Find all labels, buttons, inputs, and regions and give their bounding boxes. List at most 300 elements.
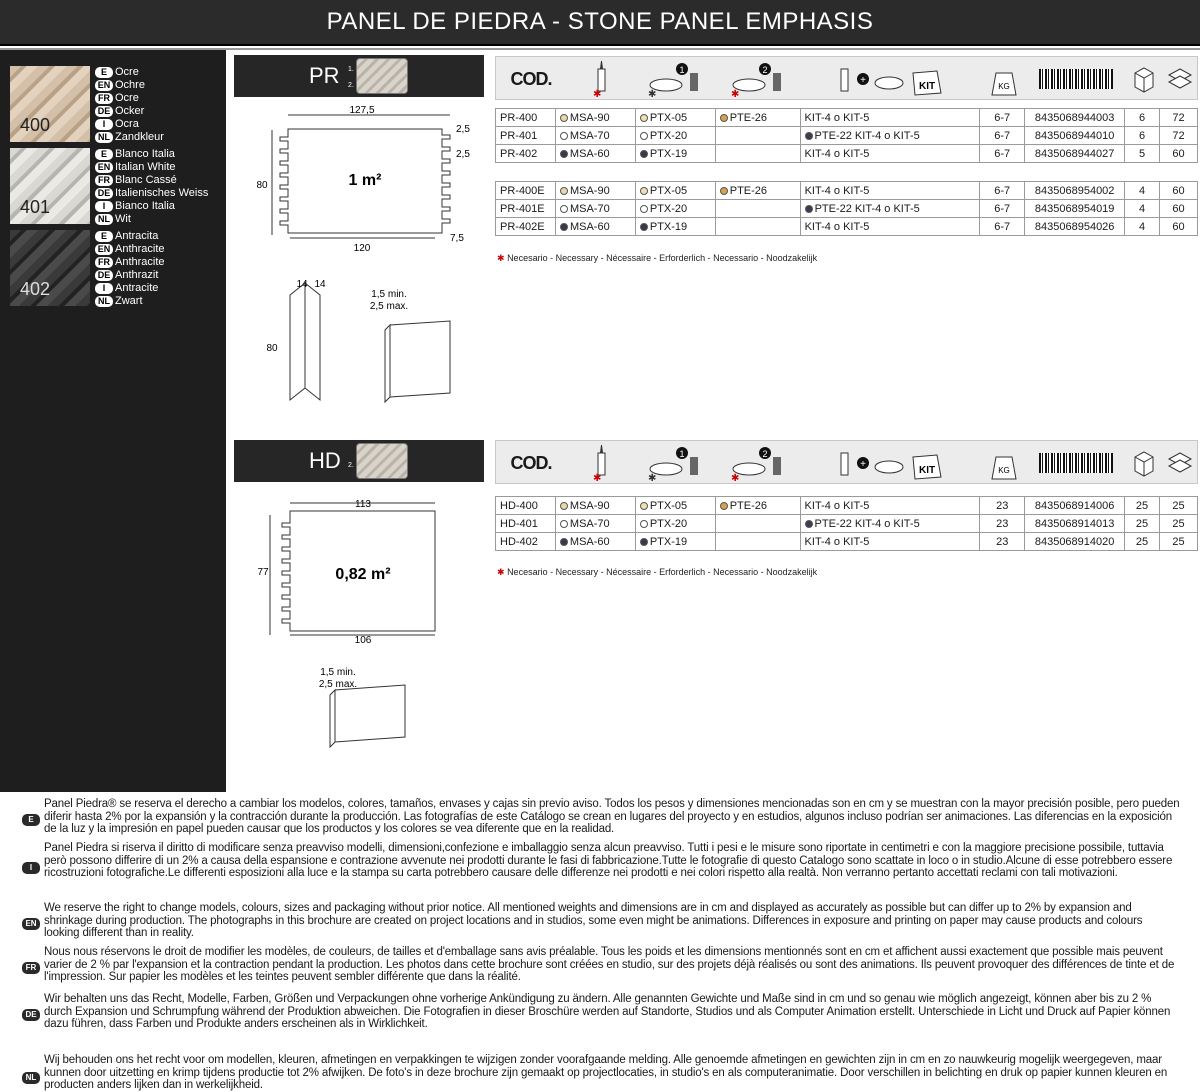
disclaimer-paragraph: Nous nous réservons le droit de modifier les modèles, de couleurs, de tailles et d'emballage sans avis préalable. Tous les poids et les dimensions mentionnés sont en cm et affichent aussi exactement que possible mais peuvent varier de 2 % par l'expansion et la contraction pendant la production. Les photos dans cette brochure sont créées en studio, sur des projets déjà réalisés ou sont des animations. Ils peuvent provoquer des différences de tinte et de l'impression. Sur papier les modèles et les teintes peuvent sembler différente que dans la réalité. — [44, 946, 1175, 983]
cell-text: MSA-90 — [569, 184, 610, 197]
table-cell — [715, 218, 800, 236]
color-name-row — [95, 230, 165, 243]
cell-text: PTX-05 — [649, 184, 688, 197]
table-cell — [1125, 145, 1160, 163]
cell-text: 6-7 — [994, 147, 1011, 160]
cell-text: 4 — [1139, 202, 1146, 215]
color-name-row — [95, 269, 165, 282]
table-cell — [715, 497, 800, 515]
table-cell — [635, 515, 715, 533]
cell-text: 23 — [996, 535, 1009, 548]
step-2-number: 2 — [761, 65, 768, 75]
table-cell — [800, 182, 980, 200]
pr-model-label: PR — [309, 63, 340, 88]
pr-corner-h: 80 — [266, 343, 278, 354]
color-name-row — [95, 118, 164, 131]
icon-cell — [1161, 441, 1199, 485]
table-row — [496, 200, 1198, 218]
pr-dim-bottom: 120 — [353, 243, 371, 254]
color-name: Anthracite — [115, 243, 165, 255]
svg-text:✱: ✱ — [593, 473, 602, 484]
table-cell — [715, 109, 800, 127]
cell-text: KIT-4 o KIT-5 — [804, 220, 870, 233]
icon-cell — [566, 441, 636, 485]
table-cell — [555, 515, 635, 533]
barcode-icon — [1039, 69, 1113, 89]
color-dot-icon — [805, 132, 813, 140]
swatch-code: 402 — [20, 279, 51, 299]
cell-text: PTX-19 — [649, 535, 688, 548]
table-cell — [1160, 109, 1198, 127]
color-name: Wit — [115, 213, 131, 225]
table-row — [496, 533, 1198, 551]
cell-text: 72 — [1172, 111, 1185, 124]
cell-text: 6-7 — [994, 202, 1011, 215]
svg-text:✱: ✱ — [593, 89, 602, 100]
cell-text: KIT-4 o KIT-5 — [804, 535, 870, 548]
cell-text: PR-402 — [500, 147, 538, 160]
cell-text: KIT-4 o KIT-5 — [804, 184, 870, 197]
table-cell — [715, 533, 800, 551]
cell-text: 6 — [1138, 111, 1146, 124]
color-dot-icon — [805, 205, 813, 213]
cell-text: PTX-19 — [649, 220, 688, 233]
color-name-row — [95, 148, 208, 161]
table-cell — [635, 182, 715, 200]
table-cell — [1160, 182, 1198, 200]
cell-text: 25 — [1172, 535, 1185, 548]
table-cell — [1160, 200, 1198, 218]
adhesive-kit-icon — [831, 443, 951, 483]
table-cell — [980, 533, 1025, 551]
cell-text: 6-7 — [994, 184, 1011, 197]
color-name: Ocker — [115, 105, 145, 117]
hd-required-note — [497, 567, 817, 578]
language-badge: DE — [22, 1009, 40, 1021]
cell-text: PR-401 — [500, 129, 538, 142]
cell-text: PTE-22 KIT-4 o KIT-5 — [814, 202, 920, 215]
table-cell — [980, 218, 1025, 236]
color-name: Bianco Italia — [115, 200, 175, 212]
table-cell — [1025, 497, 1125, 515]
color-dot-icon — [560, 187, 568, 195]
language-badge: I — [95, 283, 113, 294]
color-name: Antracita — [115, 230, 159, 242]
disclaimer-paragraph: We reserve the right to change models, colours, sizes and packaging without prior notice. All mentioned weights and dimensions are in cm and displayed as accurately as possible but can differ up to 2% by expansion and shrinkage during production. The photographs in this brochure are created on project locations and in studios, some even might be animations. Differences in exposure and printing on paper may cause products and colours looking different than in reality. — [44, 902, 1143, 939]
table-cell — [800, 515, 980, 533]
table-cell — [715, 145, 800, 163]
table-cell — [980, 497, 1025, 515]
icon-cell — [1126, 441, 1161, 485]
table-cell — [555, 200, 635, 218]
color-dot-icon — [560, 538, 568, 546]
cell-text: 8435068954002 — [1034, 184, 1115, 197]
language-badge: DE — [95, 188, 113, 199]
color-swatch-402 — [10, 230, 90, 306]
color-name: Zandkleur — [115, 131, 164, 143]
pr-dim-left: 80 — [256, 180, 268, 191]
table-cell — [555, 497, 635, 515]
cod-label: COD. — [510, 452, 552, 473]
table-row — [496, 497, 1198, 515]
table-cell — [715, 127, 800, 145]
color-name: Blanco Italia — [115, 148, 175, 160]
table-cell — [715, 515, 800, 533]
cell-text: 5 — [1138, 147, 1146, 160]
cell-text: PR-400 — [500, 111, 538, 124]
icon-cell — [981, 57, 1026, 101]
hd-table — [495, 496, 1198, 551]
language-badge: NL — [95, 132, 113, 143]
color-dot-icon — [805, 520, 813, 528]
cell-text: 6-7 — [994, 111, 1011, 124]
color-name-row — [95, 295, 165, 308]
language-badge: I — [95, 201, 113, 212]
cell-text: 60 — [1172, 147, 1185, 160]
table-cell — [496, 218, 556, 236]
language-badge: DE — [95, 270, 113, 281]
table-cell — [800, 127, 980, 145]
cod-label: COD. — [510, 68, 552, 89]
cell-text: KIT-4 o KIT-5 — [804, 147, 870, 160]
color-dot-icon — [720, 502, 728, 510]
cell-text: HD-401 — [500, 517, 538, 530]
hd-dim-top: 113 — [355, 499, 371, 510]
color-dot-icon — [720, 187, 728, 195]
cell-text: PTE-26 — [729, 111, 767, 124]
cell-text: 60 — [1172, 202, 1185, 215]
cleaning-step-2-icon — [727, 443, 791, 483]
color-dot-icon — [560, 205, 568, 213]
pr-panel-thumbnail — [356, 58, 408, 94]
color-name-row — [95, 92, 164, 105]
cell-text: 25 — [1135, 535, 1149, 548]
table-cell — [1125, 533, 1160, 551]
table-cell — [715, 200, 800, 218]
icon-cell — [1161, 57, 1199, 101]
table-cell — [1025, 109, 1125, 127]
color-name: Zwart — [115, 295, 143, 307]
cell-text: KIT-4 o KIT-5 — [804, 111, 870, 124]
disclaimer-paragraph: Wij behouden ons het recht voor om modellen, kleuren, afmetingen en verpakkingen te wijzigen zonder voorafgaande melding. Alle genoemde afmetingen en gewichten zijn in cm en zo nauwkeurig mogelijk weergegeven, maar kunnen door uitzetting en krimp tijdens productie tot 2% afwijken. De foto's in deze brochure zijn gemaakt op projectlocaties, in studio's en als computeranimatie. Door verschillen in belichting en druk op papier kunnen kleuren en producten anders lijken dan in werkelijkheid. — [44, 1054, 1168, 1091]
color-name-row — [95, 161, 208, 174]
color-name: Ocra — [115, 118, 139, 130]
table-row — [496, 109, 1198, 127]
pallet-icon — [1166, 65, 1194, 93]
icon-cell — [981, 441, 1026, 485]
cell-text: MSA-70 — [569, 517, 610, 530]
table-cell — [980, 182, 1025, 200]
swatch-code: 401 — [20, 197, 51, 217]
pr-corner-w1: 14 — [296, 279, 308, 290]
sealant-tube-icon — [591, 443, 611, 483]
hd-dim-left: 77 — [257, 567, 269, 578]
color-dot-icon — [560, 114, 568, 122]
color-dot-icon — [560, 520, 568, 528]
table-cell — [1025, 533, 1125, 551]
hd-overlap-panel — [335, 685, 405, 742]
table-cell — [555, 182, 635, 200]
cell-text: PTX-05 — [649, 499, 688, 512]
color-name-row — [95, 282, 165, 295]
color-dot-icon — [560, 502, 568, 510]
kg-label: KG — [997, 466, 1010, 475]
icon-cell — [716, 57, 801, 101]
color-dot-icon — [560, 150, 568, 158]
color-name: Anthracite — [115, 256, 165, 268]
color-dot-icon — [560, 223, 568, 231]
cell-text: 23 — [996, 499, 1009, 512]
color-name: Ocre — [115, 92, 139, 104]
required-star-icon: ✱ — [497, 567, 505, 577]
cell-text: PTX-20 — [649, 517, 688, 530]
pr-dim-right2: 2,5 — [456, 149, 470, 160]
table-cell — [555, 533, 635, 551]
color-dot-icon — [640, 114, 648, 122]
cell-text: PTE-22 KIT-4 o KIT-5 — [814, 517, 920, 530]
cell-text: 8435068944010 — [1034, 129, 1115, 142]
icon-cell — [801, 441, 981, 485]
color-dot-icon — [640, 502, 648, 510]
hd-marker-2: 2. — [348, 462, 354, 469]
table-cell — [555, 145, 635, 163]
color-name-row — [95, 174, 208, 187]
icon-cell — [496, 441, 566, 485]
cell-text: HD-402 — [500, 535, 538, 548]
table-cell — [1160, 145, 1198, 163]
color-swatch-400 — [10, 66, 90, 142]
table-cell — [1125, 127, 1160, 145]
pr-corner-w2: 14 — [314, 279, 326, 290]
table-cell — [555, 109, 635, 127]
barcode-icon — [1039, 453, 1113, 473]
hd-dim-bottom: 106 — [354, 635, 372, 646]
language-badge: E — [95, 231, 113, 242]
table-cell — [1025, 200, 1125, 218]
table-cell — [1025, 127, 1125, 145]
table-row — [496, 127, 1198, 145]
svg-text:✱: ✱ — [648, 89, 657, 100]
table-cell — [635, 109, 715, 127]
pr-overlap-edge — [385, 325, 390, 402]
weight-icon — [990, 445, 1018, 481]
language-badge: EN — [95, 162, 113, 173]
table-row — [496, 515, 1198, 533]
table-cell — [1160, 515, 1198, 533]
color-name-row — [95, 105, 164, 118]
cell-text: PR-402E — [500, 220, 545, 233]
cell-text: 8435068954019 — [1034, 202, 1115, 215]
pr-corner-outline — [290, 283, 320, 400]
language-badge: EN — [22, 918, 40, 930]
cell-text: 23 — [996, 517, 1009, 530]
table-cell — [1160, 127, 1198, 145]
cell-text: 8435068944003 — [1034, 111, 1115, 124]
cell-text: MSA-60 — [569, 535, 610, 548]
icon-cell — [1126, 57, 1161, 101]
color-name-row — [95, 256, 165, 269]
cell-text: MSA-90 — [569, 111, 610, 124]
cell-text: PTE-26 — [729, 499, 767, 512]
pallet-icon — [1166, 449, 1194, 477]
table-cell — [1160, 497, 1198, 515]
icon-cell — [566, 57, 636, 101]
table-cell — [555, 218, 635, 236]
color-dot-icon — [640, 520, 648, 528]
table-cell — [496, 497, 556, 515]
cell-text: PTE-26 — [729, 184, 768, 197]
cell-text: HD-400 — [500, 499, 538, 512]
language-badge: I — [22, 862, 40, 874]
cleaning-step-2-icon — [727, 59, 791, 99]
table-cell — [800, 218, 980, 236]
cell-text: 4 — [1139, 220, 1146, 233]
language-badge: E — [95, 149, 113, 160]
pr-note-text: Necesario - Necessary - Nécessaire - Erforderlich - Necessario - Noodzakelijk — [507, 253, 818, 263]
pr-required-note — [497, 253, 817, 264]
icon-cell — [636, 57, 716, 101]
cell-text: 6 — [1138, 129, 1146, 142]
table-cell — [1160, 218, 1198, 236]
cell-text: MSA-60 — [569, 147, 610, 160]
color-dot-icon — [640, 132, 648, 140]
color-name: Anthrazit — [115, 269, 159, 281]
table-cell — [635, 127, 715, 145]
pr-overlap-panel — [390, 321, 450, 397]
adhesive-kit-icon — [831, 59, 951, 99]
table-row — [496, 218, 1198, 236]
pr-dimension-drawing — [250, 105, 490, 405]
table-cell — [800, 533, 980, 551]
color-name-row — [95, 200, 208, 213]
cell-text: 6-7 — [994, 220, 1011, 233]
language-badge: FR — [22, 962, 40, 974]
table-cell — [1125, 218, 1160, 236]
table-cell — [635, 533, 715, 551]
icon-cell — [716, 441, 801, 485]
table-cell — [1125, 200, 1160, 218]
step-1-number: 1 — [679, 65, 685, 75]
color-name-list — [95, 230, 165, 308]
cell-text: 25 — [1172, 517, 1185, 530]
color-name: Italian White — [115, 161, 176, 173]
table-cell — [1025, 145, 1125, 163]
hd-model-label: HD — [309, 448, 341, 473]
cell-text: 8435068954026 — [1034, 220, 1115, 233]
color-swatch-401 — [10, 148, 90, 224]
svg-text:✱: ✱ — [648, 473, 657, 484]
table-cell — [980, 200, 1025, 218]
hd-gap-min: 1,5 min. — [320, 667, 356, 678]
hd-overlap-edge — [330, 690, 335, 747]
cell-text: 8435068914006 — [1034, 499, 1115, 512]
cell-text: PTX-19 — [649, 147, 688, 160]
required-star-icon: ✱ — [497, 253, 505, 263]
pr-marker-1: 1. — [348, 66, 354, 73]
hd-area: 0,82 m² — [335, 566, 391, 583]
language-badge: NL — [95, 214, 113, 225]
language-badge: NL — [95, 296, 113, 307]
table-cell — [800, 145, 980, 163]
sealant-tube-icon — [591, 59, 611, 99]
pr-area: 1 m² — [348, 172, 382, 189]
pr-table-1 — [495, 108, 1198, 163]
cell-text: 6-7 — [994, 129, 1011, 142]
cell-text: 8435068944027 — [1034, 147, 1115, 160]
box-icon — [1132, 449, 1156, 477]
table-cell — [496, 109, 556, 127]
disclaimer-paragraph: Wir behalten uns das Recht, Modelle, Farben, Größen und Verpackungen ohne vorherige Ankündigung zu ändern. Alle genannten Gewichte und Maße sind in cm und so genau wie möglich angezeigt, können aber bis zu 2 % durch Expansion und Schrumpfung während der Produktion abweichen. Die Fotografien in dieser Broschüre werden auf Standorte, Studios und als Computer Animation erstellt. Unterschiede in Licht und Druck auf Papier können dazu führen, dass Farben und Produkte anders erscheinen als in Wirklichkeit. — [44, 993, 1171, 1030]
icon-cell — [636, 441, 716, 485]
table-cell — [980, 145, 1025, 163]
language-badge: FR — [95, 257, 113, 268]
disclaimer-paragraph: Panel Piedra si riserva il diritto di modificare senza preavviso modelli, dimensioni,confezione e imballaggio senza alcun preavviso. Tutti i pesi e le misure sono riportate in centimetri e con la maggiore precisione possibile, tuttavia però possono differire di un 2% a causa della espansione e contrazione avvenute nei prodotti durante le fasi di fabbricazione.Tutte le fotografie di questo Catalogo sono scattate in loco o in studio.Alcune di esse potrebbero essere ricostruzioni fotografiche.Le differenti esposizioni alla luce e la stampa su carta potrebbero causare delle differenze nei prodotti e nei colori rispetto alla realtà. Non verranno pertanto accettati reclami con tali motivazioni. — [44, 842, 1173, 879]
language-badge: E — [95, 67, 113, 78]
color-dot-icon — [640, 538, 648, 546]
table-cell — [635, 497, 715, 515]
table-cell — [1025, 218, 1125, 236]
cell-text: 4 — [1139, 184, 1146, 197]
table-row — [496, 182, 1198, 200]
color-name-list — [95, 66, 164, 144]
table-cell — [496, 127, 556, 145]
color-name-row — [95, 187, 208, 200]
color-name: Ochre — [115, 79, 145, 91]
table-cell — [715, 182, 800, 200]
svg-text:✱: ✱ — [730, 473, 739, 484]
color-name-list — [95, 148, 208, 226]
cell-text: 72 — [1172, 129, 1185, 142]
icon-cell — [496, 57, 566, 101]
pr-gap-max: 2,5 max. — [369, 301, 409, 312]
cleaning-step-1-icon — [644, 59, 708, 99]
language-badge: E — [22, 814, 40, 826]
swatch-code: 400 — [20, 115, 51, 135]
table-cell — [980, 109, 1025, 127]
cell-text: 8435068914020 — [1034, 535, 1115, 548]
disclaimer-paragraph: Panel Piedra® se reserva el derecho a cambiar los modelos, colores, tamaños, envases y cajas sin previo aviso. Todos los pesos y dimensiones mencionadas son en cm y se muestran con la mayor precisión posible, pero pueden diferir hasta 2% por la expansión y la contracción durante la producción. Las fotografías de este Catálogo se crean en lugares del proyecto y en estudios, algunos incluso podrían ser animaciones. Las diferencias en la exposición de la luz y la impresión en papel pueden causar que los productos y los colores se vea diferente que en la realidad. — [44, 798, 1180, 835]
color-dot-icon — [720, 114, 728, 122]
table-cell — [635, 200, 715, 218]
table-row — [496, 145, 1198, 163]
cell-text: PR-400E — [500, 184, 545, 197]
color-name-row — [95, 66, 164, 79]
cell-text: 25 — [1135, 499, 1149, 512]
table-cell — [1125, 182, 1160, 200]
cell-text: PTX-20 — [649, 129, 688, 142]
table-cell — [1125, 497, 1160, 515]
color-dot-icon — [640, 205, 648, 213]
step-2-number: 2 — [761, 449, 768, 459]
pr-table-2 — [495, 181, 1198, 236]
table-cell — [496, 200, 556, 218]
hd-icons-header — [495, 440, 1198, 484]
pr-gap-min: 1,5 min. — [371, 289, 407, 300]
cell-text: MSA-70 — [569, 202, 610, 215]
color-name-row — [95, 131, 164, 144]
cell-text: PR-401E — [500, 202, 545, 215]
pr-dim-bottom-right: 7,5 — [450, 233, 464, 244]
color-dot-icon — [640, 150, 648, 158]
svg-text:✱: ✱ — [730, 89, 739, 100]
language-badge: NL — [22, 1072, 40, 1084]
icon-cell — [801, 57, 981, 101]
table-cell — [1125, 515, 1160, 533]
kit-label: KIT — [919, 465, 936, 476]
cell-text: KIT-4 o KIT-5 — [804, 499, 870, 512]
cell-text: MSA-60 — [569, 220, 610, 233]
table-cell — [555, 127, 635, 145]
